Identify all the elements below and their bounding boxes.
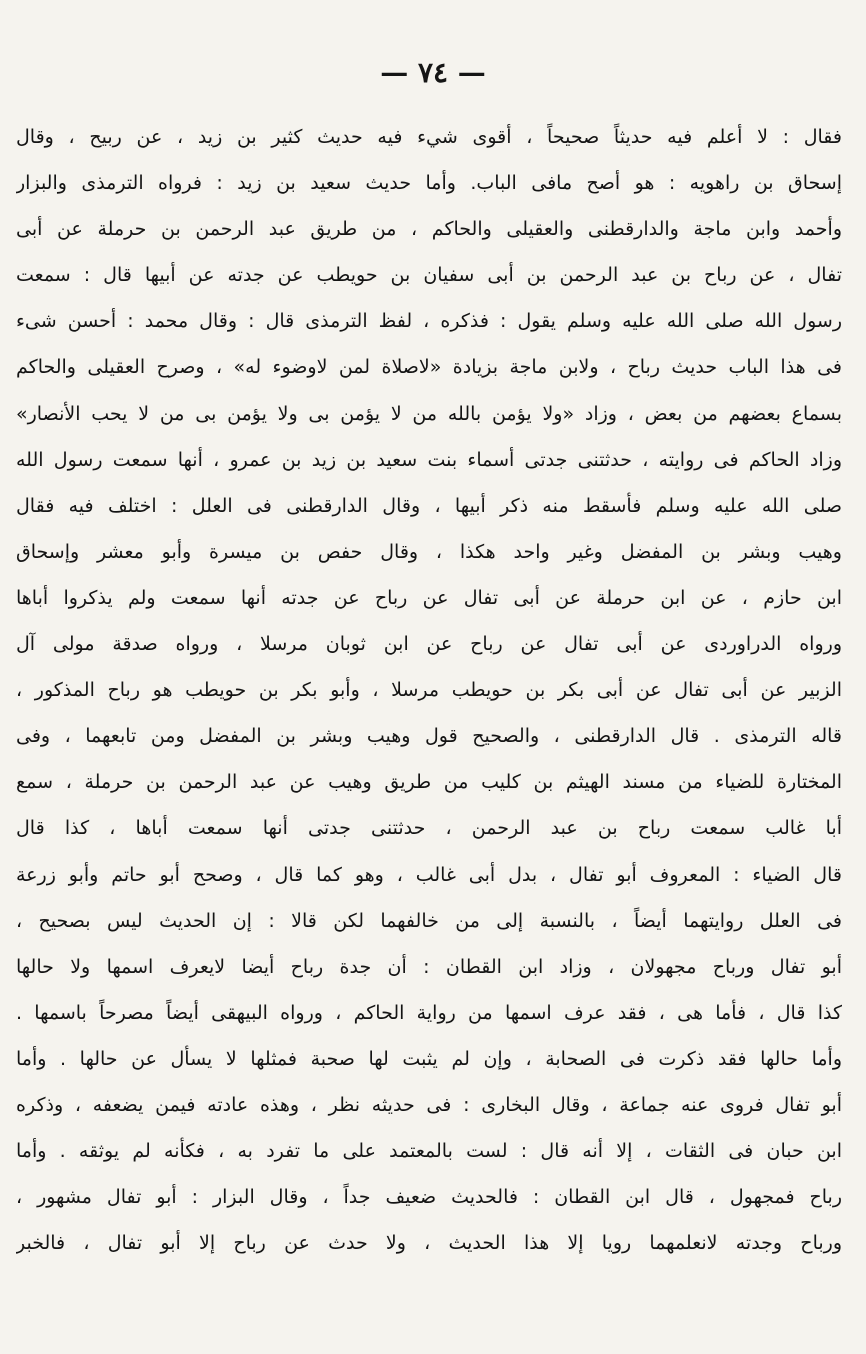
text-line: الزبير عن أبى تفال عن أبى بكر بن حويطب مرسلا ، وأبو بكر بن حويطب هو رباح المذكور ، [16, 679, 842, 702]
text-line: أبا غالب سمعت رباح بن عبد الرحمن ، حدثتنى جدتى أنها سمعت أباها ، كذا قال [16, 817, 842, 840]
text-line: ورواه الدراوردى عن أبى تفال عن رباح عن ابن ثوبان مرسلا ، ورواه صدقة مولى آل [16, 633, 842, 656]
text-line: ابن حبان فى الثقات ، إلا أنه قال : لست بالمعتمد على ما تفرد به ، فكأنه لم يوثقه . وأما [16, 1140, 842, 1163]
text-line: قاله الترمذى . قال الدارقطنى ، والصحيح قول وهيب وبشر بن المفضل ومن تابعهما ، وفى [16, 725, 842, 748]
text-line: وهيب وبشر بن المفضل وغير واحد هكذا ، وقال حفص بن ميسرة وأبو معشر وإسحاق [16, 540, 842, 563]
text-line: صلى الله عليه وسلم فأسقط منه ذكر أبيها ، وقال الدارقطنى فى العلل : اختلف فيه فقال [16, 494, 842, 517]
text-line: فقال : لا أعلم فيه حديثاً صحيحاً ، أقوى شيء فيه حديث كثير بن زيد ، عن ربيح ، وقال [16, 126, 842, 148]
text-line: إسحاق بن راهويه : هو أصح مافى الباب. وأما حديث سعيد بن زيد : فرواه الترمذى والبزار [16, 172, 842, 195]
text-line: بسماع بعضهم من بعض ، وزاد «ولا يؤمن بالله من لا يؤمن بى ولا يؤمن بى من لا يحب الأنصار» [16, 402, 842, 425]
text-line: وأما حالها فقد ذكرت فى الصحابة ، وإن لم يثبت لها صحبة فمثلها لا يسأل عن حالها . وأما [16, 1047, 842, 1070]
page-number: — ٧٤ — [380, 56, 486, 89]
text-line: فى هذا الباب حديث رباح ، ولابن ماجة بزيادة «لاصلاة لمن لاوضوء له» ، وصرح العقيلى والحاكم [16, 356, 842, 379]
text-line: فى العلل روايتهما أيضاً ، بالنسبة إلى من خالفهما لكن قالا : إن الحديث ليس بصحيح ، [16, 909, 842, 932]
text-line: أبو تفال ورباح مجهولان ، وزاد ابن القطان : أن جدة رباح أيضا لايعرف اسمها ولا حالها [16, 955, 842, 978]
text-line: كذا قال ، فأما هى ، فقد عرف اسمها من رواية الحاكم ، ورواه البيهقى أيضاً مصرحاً باسمها . [16, 1001, 842, 1024]
text-line: وزاد الحاكم فى روايته ، حدثتنى جدتى أسماء بنت سعيد بن زيد بن عمرو ، أنها سمعت رسول الله [16, 448, 842, 471]
text-line: وأحمد وابن ماجة والدارقطنى والعقيلى والحاكم ، من طريق عبد الرحمن بن حرملة عن أبى [16, 218, 842, 241]
text-line: تفال ، عن رباح بن عبد الرحمن بن أبى سفيان بن حويطب عن جدته عن أبيها قال : سمعت [16, 264, 842, 287]
text-line: ورباح وجدته لانعلمهما رويا إلا هذا الحديث ، ولا حدث عن رباح إلا أبو تفال ، فالخبر [16, 1232, 842, 1255]
text-line: رباح فمجهول ، قال ابن القطان : فالحديث ضعيف جداً ، وقال البزار : أبو تفال مشهور ، [16, 1186, 842, 1209]
body-text [16, 114, 842, 1266]
text-line: قال الضياء : المعروف أبو تفال ، بدل أبى غالب ، وهو كما قال ، وصحح أبو حاتم وأبو زرعة [16, 863, 842, 886]
text-line: أبو تفال فروى عنه جماعة ، وقال البخارى : فى حديثه نظر ، وهذه عادته فيمن يضعفه ، وذكره [16, 1093, 842, 1116]
text-line: المختارة للضياء من مسند الهيثم بن كليب من طريق وهيب عن عبد الرحمن بن حرملة ، سمع [16, 771, 842, 794]
text-line: ابن حازم ، عن ابن حرملة عن أبى تفال عن رباح عن جدته أنها سمعت ولم يذكروا أباها [16, 586, 842, 609]
text-line: رسول الله صلى الله عليه وسلم يقول : فذكره ، لفظ الترمذى قال : وقال محمد : أحسن شىء [16, 310, 842, 333]
